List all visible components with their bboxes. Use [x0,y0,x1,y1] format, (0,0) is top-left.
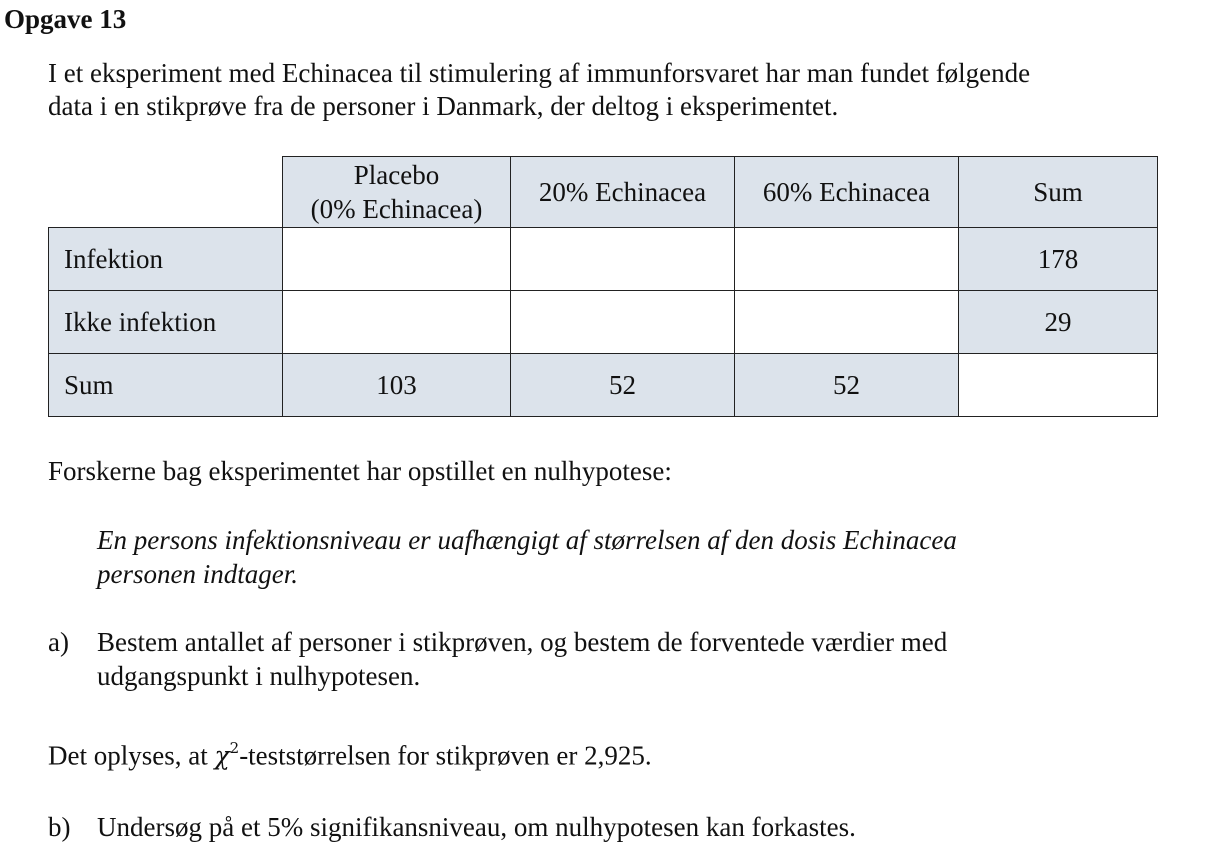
cell-infektion-20 [511,228,735,291]
cell-infektion-60 [735,228,959,291]
header-60-echinacea: 60% Echinacea [735,157,959,228]
hypothesis-intro: Forskerne bag eksperimentet har opstillet en nulhypotese: [48,456,672,486]
question-a-marker: a) [48,627,69,657]
cell-sum-20: 52 [511,354,735,417]
cell-infektion-sum: 178 [959,228,1158,291]
chi-exponent: 2 [229,739,240,757]
contingency-table [48,156,1158,417]
intro-paragraph [48,57,1198,123]
chi-letter: χ [214,741,230,771]
header-sum: Sum [959,157,1158,228]
table-row-infektion [49,228,1158,291]
header-20-echinacea: 20% Echinacea [511,157,735,228]
statement-suffix: -teststørrelsen for stikprøven er 2,925. [239,740,652,771]
cell-sum-placebo: 103 [283,354,511,417]
table-corner-cell [49,157,283,228]
question-a-text [97,625,947,693]
hypothesis-line-2: personen indtager. [97,559,298,589]
cell-ikke-infektion-20 [511,291,735,354]
cell-sum-60: 52 [735,354,959,417]
header-placebo-line-1: Placebo [353,160,440,190]
question-b-line-1: Undersøg på et 5% signifikansniveau, om nulhypotesen kan forkastes. [97,812,856,842]
chi-square-statement [48,733,652,773]
table-row-sum [49,354,1158,417]
header-placebo-line-2: (0% Echinacea) [310,194,483,224]
hypothesis-line-1: En persons infektionsniveau er uafhængigt af størrelsen af den dosis Echinacea [97,525,957,555]
row-label-ikke-infektion: Ikke infektion [49,291,283,354]
cell-ikke-infektion-sum: 29 [959,291,1158,354]
row-label-sum: Sum [49,354,283,417]
header-placebo [283,157,511,228]
cell-infektion-placebo [283,228,511,291]
chi-square-symbol [214,741,239,770]
table-header-row [49,157,1158,228]
question-a-line-1: Bestem antallet af personer i stikprøven, og bestem de forventede værdier med [97,627,948,657]
statement-prefix: Det oplyses, at [48,740,208,771]
intro-line-1: I et eksperiment med Echinacea til stimulering af immunforsvaret har man fundet følgende [48,58,1031,88]
row-label-infektion: Infektion [49,228,283,291]
cell-sum-total [959,354,1158,417]
question-b-text [97,810,856,844]
question-a-line-2: udgangspunkt i nulhypotesen. [97,661,421,691]
cell-ikke-infektion-60 [735,291,959,354]
table-row-ikke-infektion [49,291,1158,354]
null-hypothesis [97,523,957,591]
intro-line-2: data i en stikprøve fra de personer i Danmark, der deltog i eksperimentet. [48,91,839,121]
exercise-title: Opgave 13 [4,4,127,34]
question-b-marker: b) [48,812,71,842]
cell-ikke-infektion-placebo [283,291,511,354]
